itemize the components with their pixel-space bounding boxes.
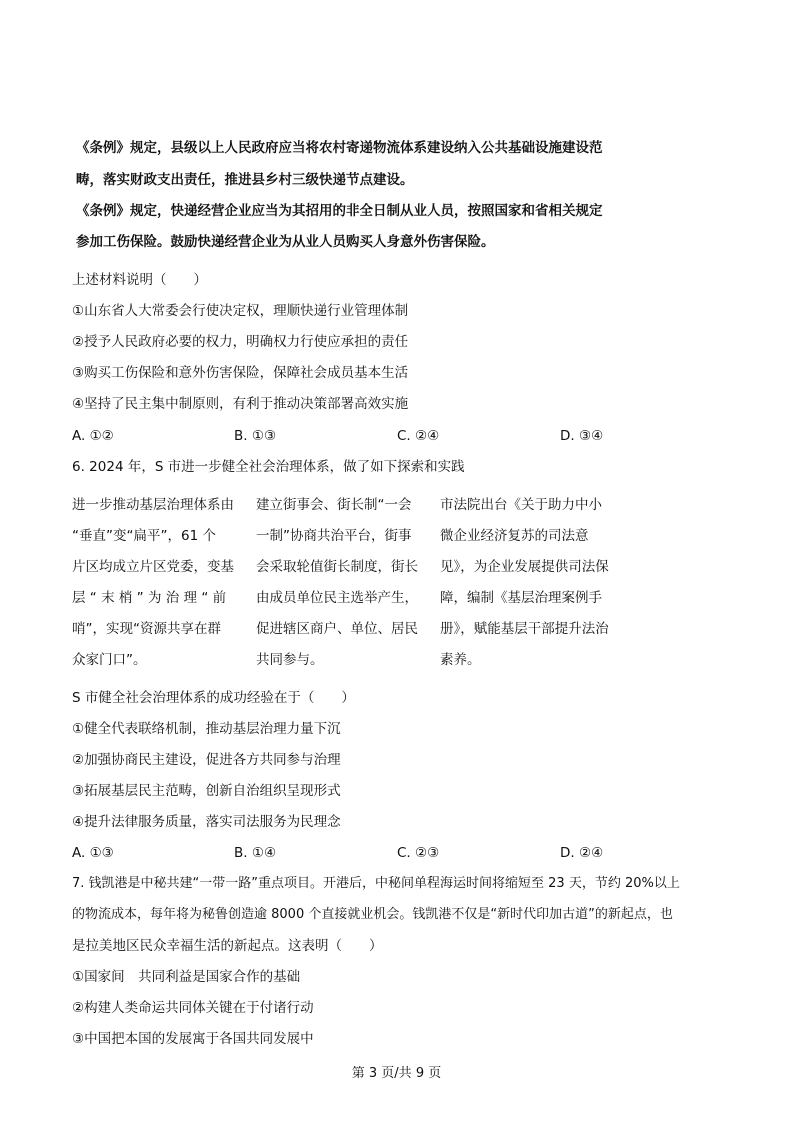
q6-col2-line: 由成员单位民主选举产生， xyxy=(256,590,418,606)
page-number-footer: 第 3 页/共 9 页 xyxy=(351,1066,442,1081)
q6-item-4: ④提升法律服务质量，落实司法服务为民理念 xyxy=(72,814,341,830)
q7-stem-line1: 7. 钱凯港是中秘共建“一带一路”重点项目。开港后，中秘间单程海运时间将缩短至 23 天，节约 20%以上 xyxy=(72,876,680,891)
regulation-para2-line2: 参加工伤保险。鼓励快递经营企业为从业人员购买人身意外伤害保险。 xyxy=(76,234,495,250)
q6-col3-line: 微企业经济复苏的司法意 xyxy=(440,528,589,544)
q6-col3-line: 障，编制《基层治理案例手 xyxy=(440,590,602,606)
q6-col1-line: 进一步推动基层治理体系由 xyxy=(72,497,234,513)
regulation-para1-line2: 畴，落实财政支出责任，推进县乡村三级快递节点建设。 xyxy=(76,172,414,188)
q6-option-c[interactable]: C. ②③ xyxy=(397,845,440,861)
regulation-para2-line1: 《条例》规定，快递经营企业应当为其招用的非全日制从业人员，按照国家和省相关规定 xyxy=(76,203,603,219)
q6-item-2: ②加强协商民主建设，促进各方共同参与治理 xyxy=(72,752,341,768)
q6-col1-line: “垂直”变“扁平”，61 个 xyxy=(72,528,216,544)
q6-col1-line: 哨”，实现“资源共享在群 xyxy=(72,621,221,637)
q5-option-a[interactable]: A. ①② xyxy=(72,428,114,444)
q6-column-2 xyxy=(256,490,428,676)
q5-item-3: ③购买工伤保险和意外伤害保险，保障社会成员基本生活 xyxy=(72,365,409,381)
q6-col2-line: 促进辖区商户、单位、居民 xyxy=(256,621,418,637)
q6-item-3: ③拓展基层民主范畴，创新自治组织呈现形式 xyxy=(72,783,341,799)
q7-item-2: ②构建人类命运共同体关键在于付诸行动 xyxy=(72,1000,314,1016)
q6-option-b[interactable]: B. ①④ xyxy=(234,845,277,861)
q5-stem: 上述材料说明（ ） xyxy=(72,272,207,288)
q6-option-d[interactable]: D. ②④ xyxy=(560,845,604,861)
q5-item-2: ②授予人民政府必要的权力，明确权力行使应承担的责任 xyxy=(72,334,409,350)
q6-col2-line: 共同参与。 xyxy=(256,652,324,668)
q5-option-c[interactable]: C. ②④ xyxy=(397,428,440,444)
q6-col1-line: 众家门口”。 xyxy=(72,652,147,668)
q7-item-3: ③中国把本国的发展寓于各国共同发展中 xyxy=(72,1031,314,1047)
q5-option-b[interactable]: B. ①③ xyxy=(234,428,277,444)
q7-stem-line2: 的物流成本，每年将为秘鲁创造逾 8000 个直接就业机会。钱凯港不仅是“新时代印加古道”的新起点，也 xyxy=(72,907,673,922)
q6-question: S 市健全社会治理体系的成功经验在于（ ） xyxy=(72,690,355,706)
q5-item-1: ①山东省人大常委会行使决定权，理顺快递行业管理体制 xyxy=(72,303,409,319)
q6-col3-line: 素养。 xyxy=(440,652,481,668)
q6-item-1: ①健全代表联络机制，推动基层治理力量下沉 xyxy=(72,721,341,737)
q7-item-1: ①国家间 共同利益是国家合作的基础 xyxy=(72,969,301,985)
q5-item-4: ④坚持了民主集中制原则，有利于推动决策部署高效实施 xyxy=(72,396,409,412)
q6-col3-line: 见》，为企业发展提供司法保 xyxy=(440,559,609,575)
q6-column-3 xyxy=(440,490,620,676)
q6-col2-line: 会采取轮值街长制度，街长 xyxy=(256,559,418,575)
q5-option-d[interactable]: D. ③④ xyxy=(560,428,604,444)
q6-col1-line: 片区均成立片区党委，变基 xyxy=(72,559,234,575)
q7-stem-line3: 是拉美地区民众幸福生活的新起点。这表明（ ） xyxy=(72,938,383,954)
q6-stem: 6. 2024 年，S 市进一步健全社会治理体系，做了如下探索和实践 xyxy=(72,459,465,475)
q6-column-1 xyxy=(72,490,244,676)
q6-option-a[interactable]: A. ①③ xyxy=(72,845,114,861)
q6-col2-line: 建立街事会、街长制“一会 xyxy=(256,497,412,513)
regulation-para1-line1: 《条例》规定，县级以上人民政府应当将农村寄递物流体系建设纳入公共基础设施建设范 xyxy=(76,140,603,156)
q6-col2-line: 一制”协商共治平台，街事 xyxy=(256,528,412,544)
q6-col1-line: 层 “ 末 梢 ” 为 治 理 “ 前 xyxy=(72,590,227,606)
q6-col3-line: 册》，赋能基层干部提升法治 xyxy=(440,621,609,637)
q6-col3-line: 市法院出台《关于助力中小 xyxy=(440,497,602,513)
